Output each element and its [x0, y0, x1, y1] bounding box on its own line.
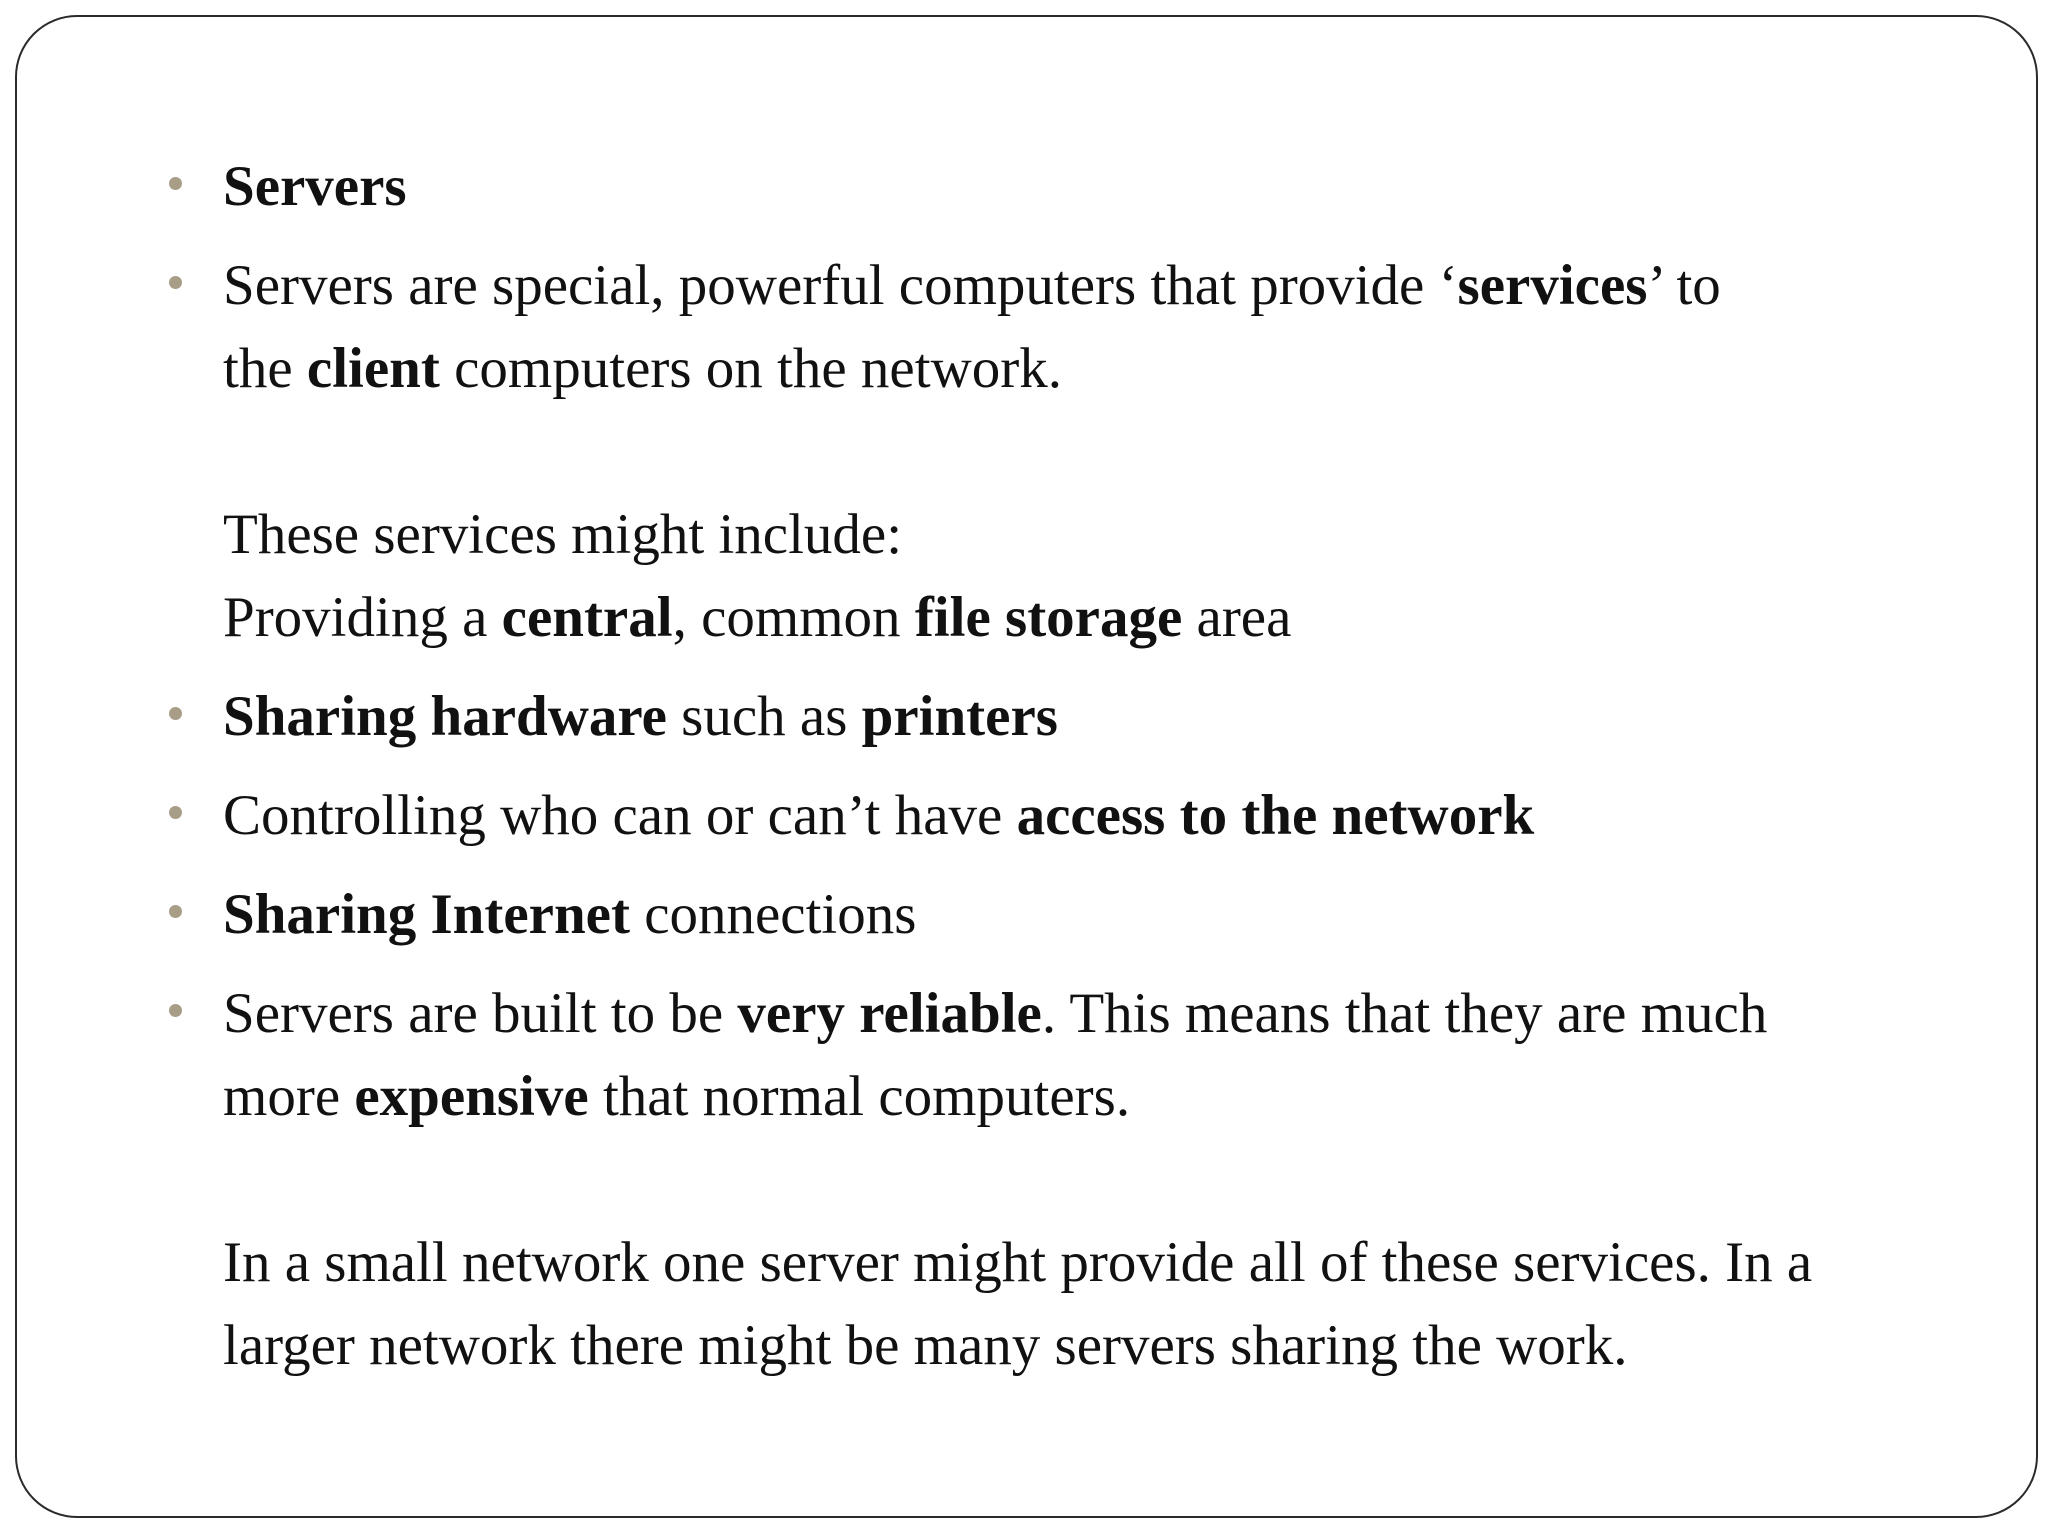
slide-content: [165, 145, 1965, 1403]
intro-line2-a: the: [223, 337, 307, 400]
means-text: . This means that they are much: [1041, 982, 1768, 1045]
intro-client-bold: client: [306, 337, 440, 400]
servers-heading: Servers: [223, 155, 407, 218]
intro-line-1: [223, 244, 1965, 327]
services-intro-line-1: These services might include:: [223, 503, 903, 566]
intro-text-a: Servers are special, powerful computers that provide ‘: [223, 254, 1458, 317]
such-as-text: such as: [666, 685, 862, 748]
sharing-hardware-bold: Sharing hardware: [223, 685, 667, 748]
closing-line-1: In a small network one server might provide all of these services. In a: [223, 1231, 1813, 1294]
normal-computers-text: that normal computers.: [588, 1065, 1131, 1128]
intro-services-bold: services: [1457, 254, 1648, 317]
printers-bold: printers: [861, 685, 1058, 748]
providing-text: Providing a: [223, 586, 502, 649]
connections-text: connections: [629, 883, 917, 946]
bullet-servers-intro: [165, 244, 1965, 659]
slide-frame: [15, 15, 2038, 1518]
closing-line-2: larger network there might be many servers sharing the work.: [223, 1314, 1628, 1377]
access-network-bold: access to the network: [1016, 784, 1535, 847]
spacer: [223, 410, 1965, 493]
reliable-line-1: [223, 972, 1965, 1055]
bullet-sharing-internet: [165, 873, 1965, 956]
common-text: , common: [672, 586, 915, 649]
reliable-line-2: [223, 1055, 1965, 1138]
bullet-servers-heading: [165, 145, 1965, 228]
bullet-sharing-hardware: [165, 675, 1965, 758]
central-bold: central: [501, 586, 673, 649]
bullet-reliable: [165, 972, 1965, 1387]
bullet-controlling-access: [165, 774, 1965, 857]
controlling-text: Controlling who can or can’t have: [223, 784, 1017, 847]
expensive-bold: expensive: [354, 1065, 589, 1128]
file-storage-bold: file storage: [914, 586, 1183, 649]
more-text: more: [223, 1065, 355, 1128]
intro-text-c: ’ to: [1647, 254, 1721, 317]
area-text: area: [1182, 586, 1292, 649]
very-reliable-bold: very reliable: [737, 982, 1042, 1045]
intro-line-2: [223, 327, 1965, 410]
sharing-internet-bold: Sharing Internet: [223, 883, 630, 946]
spacer: [223, 1138, 1965, 1221]
built-text: Servers are built to be: [223, 982, 738, 1045]
intro-line2-c: computers on the network.: [439, 337, 1062, 400]
services-intro-line-2: [223, 576, 1965, 659]
